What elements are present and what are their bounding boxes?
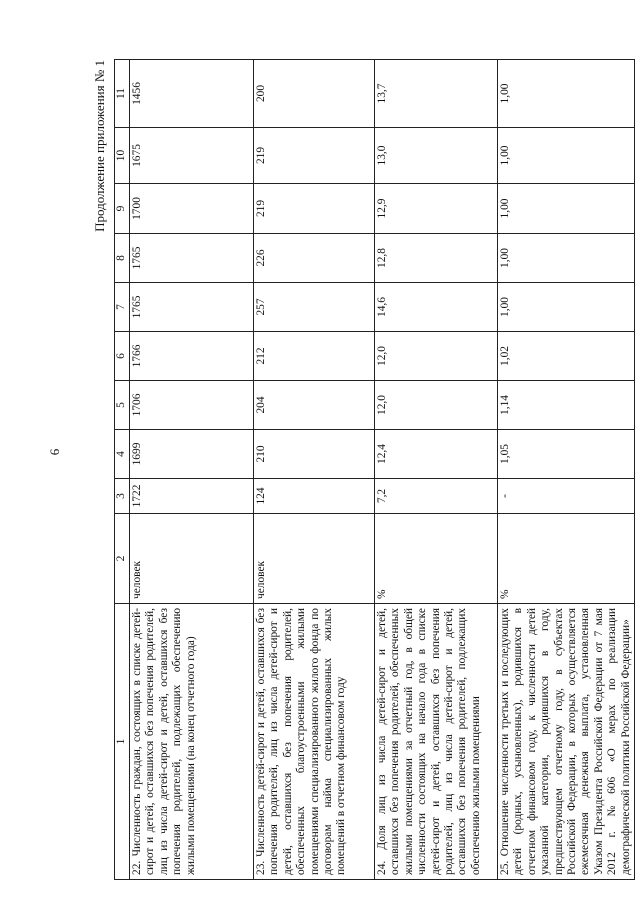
column-number: 3 [115, 479, 130, 514]
indicator-value: 212 [254, 332, 375, 381]
indicator-value: 1722 [130, 479, 254, 514]
table-row [375, 60, 498, 880]
column-number: 9 [115, 184, 130, 234]
indicator-value: 14,6 [375, 283, 498, 332]
indicator-value: 226 [254, 234, 375, 283]
indicator-value: 1766 [130, 332, 254, 381]
indicator-value: 200 [254, 60, 375, 128]
column-number: 10 [115, 128, 130, 184]
indicator-unit: % [498, 514, 635, 604]
column-number: 5 [115, 381, 130, 430]
indicator-value: 1,14 [498, 381, 635, 430]
table-row [498, 60, 635, 880]
column-number: 4 [115, 430, 130, 479]
table-row [254, 60, 375, 880]
indicator-value: 1,00 [498, 60, 635, 128]
indicator-value: 1,02 [498, 332, 635, 381]
indicator-value: 12,0 [375, 381, 498, 430]
indicator-value: 1675 [130, 128, 254, 184]
indicator-value: 7,2 [375, 479, 498, 514]
indicator-value: 12,8 [375, 234, 498, 283]
indicator-description: 24. Доля лиц из числа детей-сирот и детей, оставшихся без попечения родителей, обеспеченных жилыми помещениями за отчетный год, в общей численности состоящих на начало года в списке детей-сирот и детей, оставшихся без попечения родителей, лиц из числа детей-сирот и детей, оставшихся без попечения родителей, подлежащих обеспечению жилыми помещениями [375, 604, 498, 880]
indicator-description: 25. Отношение численности третьих и последующих детей (родных, усыновленных), родившихся в отчетном финансовом году, к численности детей указанной категории, родившихся в году, предшествующем отчетному году, в субъектах Российской Федерации, в которых осуществляется ежемесячная денежная выплата, установленная Указом Президента Российской Федерации от 7 мая 2012 г. №606 «О мерах по реализации демографической политики Российской Федерации» [498, 604, 635, 880]
indicator-value: 219 [254, 128, 375, 184]
indicator-value: 1,05 [498, 430, 635, 479]
indicator-unit: человек [130, 514, 254, 604]
indicator-value: 1,00 [498, 128, 635, 184]
column-number: 11 [115, 60, 130, 128]
rotated-page-content [92, 60, 632, 880]
indicator-value: 204 [254, 381, 375, 430]
indicators-table [114, 59, 635, 880]
indicator-value: 1765 [130, 234, 254, 283]
indicator-value: 124 [254, 479, 375, 514]
indicator-value: 13,7 [375, 60, 498, 128]
indicator-description: 22. Численность граждан, состоящих в списке детей-сирот и детей, оставшихся без попечения родителей, лиц из числа детей-сирот и детей, оставшихся без попечения родителей, подлежащих обеспечению жилыми помещениями (на конец отчетного года) [130, 604, 254, 880]
indicator-value: 1706 [130, 381, 254, 430]
indicator-unit: % [375, 514, 498, 604]
indicator-value: 1,00 [498, 184, 635, 234]
column-number: 1 [115, 604, 130, 880]
indicator-value: 257 [254, 283, 375, 332]
appendix-continuation-note: Продолжение приложения № 1 [92, 60, 107, 232]
column-number: 2 [115, 514, 130, 604]
indicator-value: 13,0 [375, 128, 498, 184]
indicator-value: 1,00 [498, 234, 635, 283]
column-number-row [115, 60, 130, 880]
indicator-value: 1456 [130, 60, 254, 128]
indicator-value: 12,0 [375, 332, 498, 381]
indicator-value: 1699 [130, 430, 254, 479]
indicator-value: 1765 [130, 283, 254, 332]
indicator-value: 12,4 [375, 430, 498, 479]
indicator-description: 23. Численность детей-сирот и детей, оставшихся без попечения родителей, лиц из числа детей-сирот и детей, оставшихся без попечения родителей, обеспеченных благоустроенными жилыми помещениями специализированного жилого фонда по договорам найма специализированных жилых помещений в отчетном финансовом году [254, 604, 375, 880]
indicator-value: 219 [254, 184, 375, 234]
table-row [130, 60, 254, 880]
column-number: 6 [115, 332, 130, 381]
indicator-value: 210 [254, 430, 375, 479]
page-number: 6 [47, 448, 62, 456]
indicator-unit: человек [254, 514, 375, 604]
indicator-value: 1700 [130, 184, 254, 234]
indicator-value: 1,00 [498, 283, 635, 332]
indicator-value: - [498, 479, 635, 514]
column-number: 8 [115, 234, 130, 283]
indicator-value: 12,9 [375, 184, 498, 234]
column-number: 7 [115, 283, 130, 332]
